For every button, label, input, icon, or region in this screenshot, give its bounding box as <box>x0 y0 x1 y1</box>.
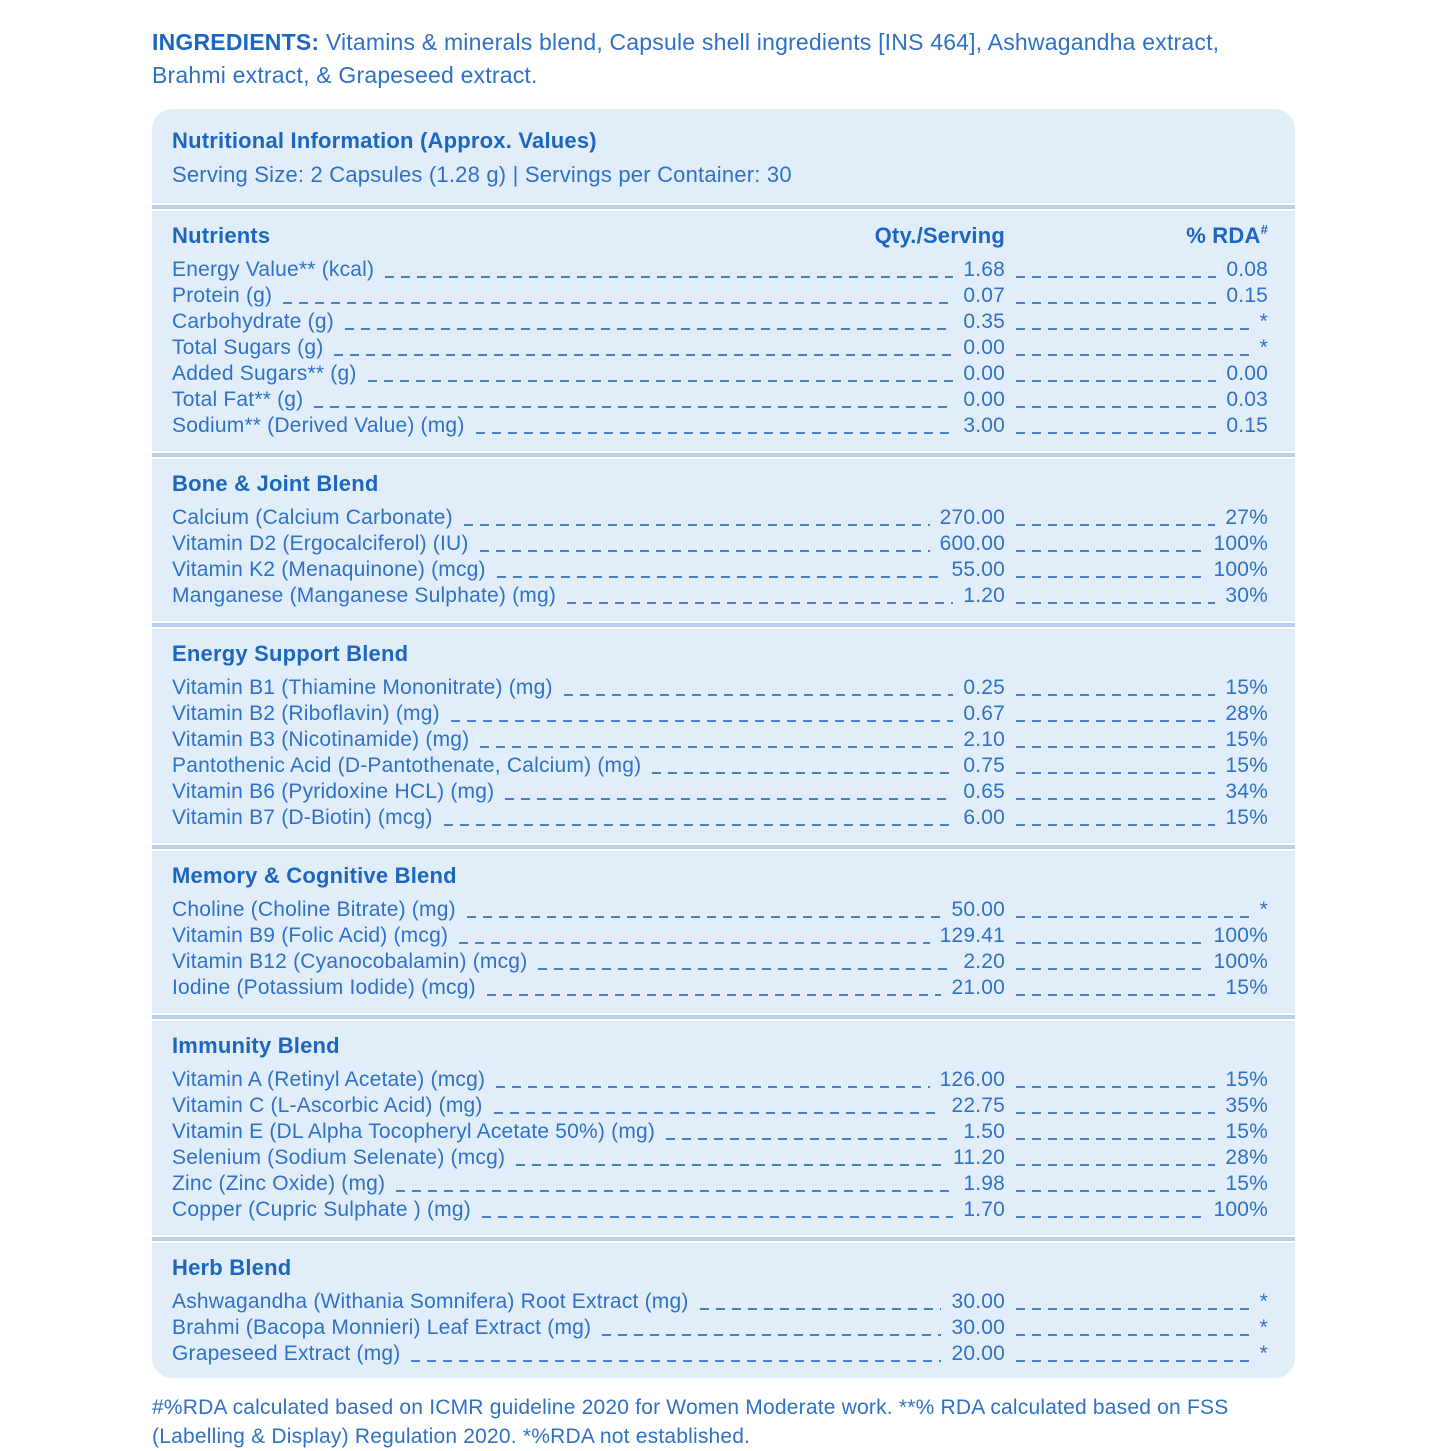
dotted-leader <box>1016 602 1215 605</box>
section-divider <box>152 620 1295 630</box>
dotted-leader <box>1016 328 1250 331</box>
dotted-leader <box>480 746 953 749</box>
dotted-leader <box>283 302 953 305</box>
qty-value: 129.41 <box>939 924 1005 947</box>
dotted-leader <box>564 694 954 697</box>
qty-value: 30.00 <box>951 1316 1005 1339</box>
nutrient-name: Vitamin B2 (Riboflavin) (mg) <box>172 702 440 725</box>
nutrient-row <box>172 779 1268 805</box>
rda-zone <box>1005 531 1268 557</box>
rda-value: 100% <box>1213 1198 1268 1221</box>
dotted-leader <box>482 1216 953 1219</box>
rda-zone <box>1005 701 1268 727</box>
rda-value: 0.15 <box>1226 414 1268 437</box>
rda-value: 15% <box>1225 1120 1268 1143</box>
rda-zone <box>1005 897 1268 923</box>
qty-value: 22.75 <box>951 1094 1005 1117</box>
nutrient-name: Zinc (Zinc Oxide) (mg) <box>172 1172 386 1195</box>
header-rda-zone <box>1005 223 1268 249</box>
section-rows <box>172 897 1268 1001</box>
nutrient-name: Energy Value** (kcal) <box>172 258 375 281</box>
nutrient-row <box>172 1315 1268 1341</box>
nutrient-row <box>172 361 1268 387</box>
dotted-leader <box>1016 524 1215 527</box>
dotted-leader <box>1016 942 1203 945</box>
rda-value: 0.00 <box>1226 362 1268 385</box>
dotted-leader <box>1016 1216 1203 1219</box>
rda-value: 30% <box>1225 584 1268 607</box>
rda-value: 100% <box>1213 950 1268 973</box>
rda-value: 28% <box>1225 702 1268 725</box>
dotted-leader <box>451 720 954 723</box>
nutrient-name: Iodine (Potassium Iodide) (mcg) <box>172 976 476 999</box>
rda-zone <box>1005 949 1268 975</box>
rda-zone <box>1005 675 1268 701</box>
section-divider <box>152 450 1295 460</box>
dotted-leader <box>345 328 953 331</box>
nutrient-section <box>152 460 1295 620</box>
rda-zone <box>1005 557 1268 583</box>
column-qty-serving: Qty./Serving <box>874 223 1005 248</box>
dotted-leader <box>1016 432 1216 435</box>
section-divider <box>152 1234 1295 1244</box>
nutrient-name: Total Fat** (g) <box>172 388 304 411</box>
section-title: Bone & Joint Blend <box>172 471 379 496</box>
rda-zone <box>1005 1289 1268 1315</box>
dotted-leader <box>1016 302 1216 305</box>
qty-value: 1.98 <box>963 1172 1005 1195</box>
rda-value: 27% <box>1225 506 1268 529</box>
dotted-leader <box>538 968 953 971</box>
table-header-row <box>172 222 1268 249</box>
rda-value: 15% <box>1225 806 1268 829</box>
rda-zone <box>1005 805 1268 831</box>
dotted-leader <box>1016 968 1203 971</box>
column-rda <box>1186 223 1268 249</box>
rda-zone <box>1005 1197 1268 1223</box>
nutrient-name: Vitamin B9 (Folic Acid) (mcg) <box>172 924 449 947</box>
nutrient-section <box>152 1022 1295 1234</box>
dotted-leader <box>1016 1086 1215 1089</box>
qty-value: 11.20 <box>953 1146 1005 1169</box>
qty-value: 0.00 <box>963 388 1005 411</box>
rda-value: 0.15 <box>1226 284 1268 307</box>
nutrient-row <box>172 1171 1268 1197</box>
qty-value: 6.00 <box>963 806 1005 829</box>
dotted-leader <box>1016 380 1216 383</box>
qty-value: 126.00 <box>939 1068 1005 1091</box>
rda-value: 15% <box>1225 1172 1268 1195</box>
nutrient-name: Copper (Cupric Sulphate ) (mg) <box>172 1198 471 1221</box>
dotted-leader <box>1016 406 1216 409</box>
dotted-leader <box>480 550 930 553</box>
nutrient-row <box>172 387 1268 413</box>
rda-value: * <box>1259 310 1268 333</box>
rda-value: * <box>1259 1342 1268 1365</box>
nutrient-row <box>172 1093 1268 1119</box>
rda-zone <box>1005 257 1268 283</box>
rda-value: 100% <box>1213 924 1268 947</box>
dotted-leader <box>602 1334 941 1337</box>
qty-value: 55.00 <box>951 558 1005 581</box>
nutrient-name: Vitamin K2 (Menaquinone) (mcg) <box>172 558 486 581</box>
rda-zone <box>1005 309 1268 335</box>
qty-value: 50.00 <box>951 898 1005 921</box>
qty-value: 0.25 <box>963 676 1005 699</box>
rda-zone <box>1005 283 1268 309</box>
dotted-leader <box>1016 746 1215 749</box>
section-rows <box>172 1067 1268 1223</box>
section-rows <box>172 1289 1268 1367</box>
dotted-leader <box>1016 1308 1250 1311</box>
qty-value: 3.00 <box>963 414 1005 437</box>
dotted-leader <box>1016 720 1215 723</box>
rda-value: * <box>1259 1290 1268 1313</box>
section-rows <box>172 505 1268 609</box>
dotted-leader <box>516 1164 943 1167</box>
rda-zone <box>1005 779 1268 805</box>
nutrient-row <box>172 505 1268 531</box>
dotted-leader <box>444 824 954 827</box>
section-divider <box>152 1012 1295 1022</box>
rda-value: 15% <box>1225 976 1268 999</box>
nutrient-row <box>172 975 1268 1001</box>
nutrient-name: Choline (Choline Bitrate) (mg) <box>172 898 456 921</box>
dotted-leader <box>700 1308 942 1311</box>
nutrient-row <box>172 309 1268 335</box>
dotted-leader <box>1016 576 1203 579</box>
qty-value: 20.00 <box>951 1342 1005 1365</box>
nutrient-section <box>152 630 1295 842</box>
dotted-leader <box>1016 1164 1215 1167</box>
rda-zone <box>1005 1315 1268 1341</box>
rda-zone <box>1005 1093 1268 1119</box>
dotted-leader <box>496 1086 929 1089</box>
dotted-leader <box>505 798 953 801</box>
qty-value: 2.10 <box>963 728 1005 751</box>
rda-footnote: #%RDA calculated based on ICMR guideline 2020 for Women Moderate work. **% RDA calculated based on FSS (Labelling & Display) Regulation 2020. *%RDA not established. <box>152 1396 1229 1448</box>
nutrient-row <box>172 1341 1268 1367</box>
dotted-leader <box>476 432 954 435</box>
nutrient-name: Manganese (Manganese Sulphate) (mg) <box>172 584 557 607</box>
dotted-leader <box>459 942 929 945</box>
nutrient-row <box>172 1289 1268 1315</box>
section-rows <box>172 675 1268 831</box>
nutrient-row <box>172 531 1268 557</box>
nutrient-name: Vitamin B6 (Pyridoxine HCL) (mg) <box>172 780 495 803</box>
qty-value: 0.07 <box>963 284 1005 307</box>
qty-value: 30.00 <box>951 1290 1005 1313</box>
qty-value: 0.35 <box>963 310 1005 333</box>
nutrient-row <box>172 727 1268 753</box>
nutrient-row <box>172 413 1268 439</box>
nutrient-row <box>172 897 1268 923</box>
nutrient-row <box>172 257 1268 283</box>
nutrient-row <box>172 1145 1268 1171</box>
dotted-leader <box>1016 1112 1215 1115</box>
section-title: Herb Blend <box>172 1255 292 1280</box>
rda-zone <box>1005 1341 1268 1367</box>
dotted-leader <box>1016 550 1203 553</box>
nutrient-name: Calcium (Calcium Carbonate) <box>172 506 453 529</box>
dotted-leader <box>1016 354 1250 357</box>
nutrient-name: Vitamin D2 (Ergocalciferol) (IU) <box>172 532 469 555</box>
dotted-leader <box>1016 772 1215 775</box>
nutrient-name: Vitamin E (DL Alpha Tocopheryl Acetate 50%) (mg) <box>172 1120 656 1143</box>
rda-value: * <box>1259 898 1268 921</box>
rda-zone <box>1005 387 1268 413</box>
section-title: Memory & Cognitive Blend <box>172 863 457 888</box>
rda-zone <box>1005 505 1268 531</box>
qty-value: 2.20 <box>963 950 1005 973</box>
nutrient-row <box>172 753 1268 779</box>
nutrient-row <box>172 583 1268 609</box>
dotted-leader <box>567 602 953 605</box>
qty-value: 270.00 <box>939 506 1005 529</box>
nutrient-name: Vitamin B1 (Thiamine Mononitrate) (mg) <box>172 676 553 699</box>
nutrient-name: Protein (g) <box>172 284 273 307</box>
rda-value: 0.08 <box>1226 258 1268 281</box>
column-nutrients: Nutrients <box>172 223 271 248</box>
dotted-leader <box>666 1138 953 1141</box>
nutrient-row <box>172 557 1268 583</box>
nutrient-section <box>152 852 1295 1012</box>
nutrient-row <box>172 675 1268 701</box>
nutrient-row <box>172 701 1268 727</box>
nutrient-name: Vitamin A (Retinyl Acetate) (mcg) <box>172 1068 486 1091</box>
dotted-leader <box>464 524 930 527</box>
nutrient-name: Grapeseed Extract (mg) <box>172 1342 401 1365</box>
rda-zone <box>1005 413 1268 439</box>
dotted-leader <box>334 354 953 357</box>
panel-title: Nutritional Information (Approx. Values) <box>172 128 597 153</box>
nutrient-row <box>172 949 1268 975</box>
dotted-leader <box>368 380 954 383</box>
rda-value: 15% <box>1225 1068 1268 1091</box>
rda-zone <box>1005 361 1268 387</box>
rda-zone <box>1005 1067 1268 1093</box>
panel-header <box>152 109 1295 202</box>
nutrient-name: Added Sugars** (g) <box>172 362 357 385</box>
dotted-leader <box>385 276 953 279</box>
section-title: Energy Support Blend <box>172 641 409 666</box>
dotted-leader <box>1016 798 1215 801</box>
qty-value: 1.20 <box>963 584 1005 607</box>
dotted-leader <box>652 772 953 775</box>
nutrient-row <box>172 805 1268 831</box>
rda-value: 0.03 <box>1226 388 1268 411</box>
nutrient-row <box>172 1067 1268 1093</box>
rda-value: * <box>1259 336 1268 359</box>
rda-value: 15% <box>1225 676 1268 699</box>
rda-zone <box>1005 1171 1268 1197</box>
dotted-leader <box>411 1360 941 1363</box>
rda-zone <box>1005 583 1268 609</box>
dotted-leader <box>467 916 942 919</box>
nutrient-row <box>172 1197 1268 1223</box>
nutrient-name: Vitamin B3 (Nicotinamide) (mg) <box>172 728 470 751</box>
rda-zone <box>1005 1119 1268 1145</box>
dotted-leader <box>487 994 942 997</box>
nutrient-row <box>172 923 1268 949</box>
nutrient-name: Vitamin C (L-Ascorbic Acid) (mg) <box>172 1094 483 1117</box>
rda-zone <box>1005 335 1268 361</box>
column-rda-text: % RDA <box>1186 223 1261 248</box>
dotted-leader <box>1016 694 1215 697</box>
rda-value: 35% <box>1225 1094 1268 1117</box>
nutrient-section <box>152 1244 1295 1378</box>
dotted-leader <box>396 1190 953 1193</box>
nutrition-panel <box>152 109 1295 1378</box>
dotted-leader <box>1016 1334 1250 1337</box>
rda-zone <box>1005 727 1268 753</box>
ingredients-line <box>152 26 1295 92</box>
dotted-leader <box>1016 916 1250 919</box>
nutrient-name: Carbohydrate (g) <box>172 310 334 333</box>
rda-value: 28% <box>1225 1146 1268 1169</box>
section-rows <box>172 222 1268 439</box>
nutrient-name: Brahmi (Bacopa Monnieri) Leaf Extract (mg) <box>172 1316 592 1339</box>
dotted-leader <box>1016 1138 1215 1141</box>
qty-value: 0.00 <box>963 336 1005 359</box>
serving-info: Serving Size: 2 Capsules (1.28 g) | Servings per Container: 30 <box>172 162 792 187</box>
nutrient-name: Total Sugars (g) <box>172 336 324 359</box>
rda-value: 100% <box>1213 558 1268 581</box>
section-divider <box>152 842 1295 852</box>
dotted-leader <box>1016 1360 1250 1363</box>
qty-value: 0.75 <box>963 754 1005 777</box>
qty-value: 1.70 <box>963 1198 1005 1221</box>
rda-value: 34% <box>1225 780 1268 803</box>
nutrient-name: Sodium** (Derived Value) (mg) <box>172 414 465 437</box>
sections-container <box>152 212 1295 1378</box>
nutrient-row <box>172 283 1268 309</box>
section-title: Immunity Blend <box>172 1033 340 1058</box>
rda-zone <box>1005 975 1268 1001</box>
dotted-leader <box>1016 994 1215 997</box>
nutrient-name: Selenium (Sodium Selenate) (mcg) <box>172 1146 506 1169</box>
qty-value: 0.67 <box>963 702 1005 725</box>
qty-value: 21.00 <box>951 976 1005 999</box>
dotted-leader <box>494 1112 942 1115</box>
nutrient-name: Vitamin B12 (Cyanocobalamin) (mcg) <box>172 950 528 973</box>
qty-value: 600.00 <box>939 532 1005 555</box>
section-divider <box>152 202 1295 212</box>
dotted-leader <box>314 406 953 409</box>
nutrient-name: Pantothenic Acid (D-Pantothenate, Calcium) (mg) <box>172 754 642 777</box>
ingredients-label: INGREDIENTS: <box>152 29 320 55</box>
rda-value: 15% <box>1225 728 1268 751</box>
nutrient-row <box>172 335 1268 361</box>
ingredients-text: Vitamins & minerals blend, Capsule shell ingredients [INS 464], Ashwagandha extract, Brahmi extract, & Grapeseed extract. <box>152 29 1220 88</box>
qty-value: 1.50 <box>963 1120 1005 1143</box>
rda-value: 15% <box>1225 754 1268 777</box>
dotted-leader <box>497 576 942 579</box>
qty-value: 1.68 <box>963 258 1005 281</box>
dotted-leader <box>1016 824 1215 827</box>
dotted-leader <box>1016 276 1216 279</box>
rda-zone <box>1005 923 1268 949</box>
rda-zone <box>1005 753 1268 779</box>
nutrient-name: Ashwagandha (Withania Somnifera) Root Extract (mg) <box>172 1290 689 1313</box>
rda-zone <box>1005 1145 1268 1171</box>
nutrient-section <box>152 212 1295 450</box>
dotted-leader <box>1016 1190 1215 1193</box>
rda-value: 100% <box>1213 532 1268 555</box>
qty-value: 0.65 <box>963 780 1005 803</box>
nutrient-row <box>172 1119 1268 1145</box>
rda-value: * <box>1259 1316 1268 1339</box>
nutrient-name: Vitamin B7 (D-Biotin) (mcg) <box>172 806 433 829</box>
qty-value: 0.00 <box>963 362 1005 385</box>
rda-hash-superscript: # <box>1260 222 1268 237</box>
